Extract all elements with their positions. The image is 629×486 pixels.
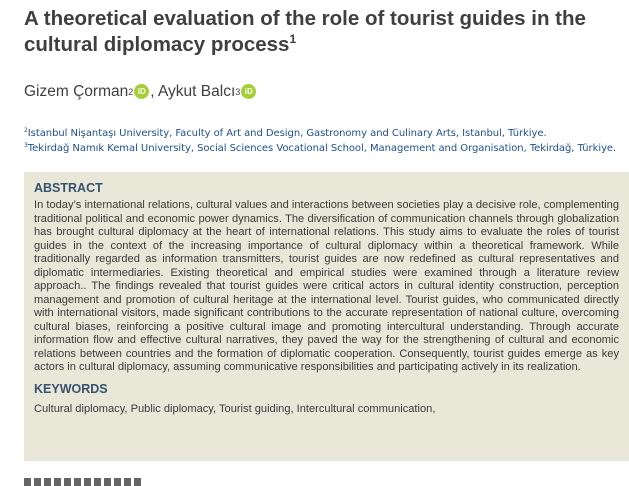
- abstract-text: In today’s international relations, cultural values and interactions between societies play a decisive role, complementing traditional political and economic power dynamics. The diversification of communication channels through globalization has brought cultural diplomacy at the heart of international relations. This study aims to evaluate the roles of tourist guides in the context of the increasing importance of cultural diplomacy within a theoretical framework. While traditionally regarded as information transmitters, tourist guides are now redefined as cultural representatives and diplomatic intermediaries. Existing theoretical and empirical studies were examined through a literature review approach.. The findings revealed that tourist guides were critical actors in cultural identity construction, perception management and promotion of cultural heritage at the international level. Tourist guides, who communicated directly with international visitors, made significant contributions to the accurate representation of national culture, overcoming cultural biases, reinforcing a positive cultural image and promoting intercultural understanding. Through accurate information flow and effective cultural narratives, they paved the way for the strengthening of cultural and economic relations between countries and the formation of diplomatic cooperation. Consequently, tourist guides emerge as key actors in cultural diplomacy, assuming communicative responsibilities and participating actively in its realization.: [34, 199, 619, 373]
- orcid-icon[interactable]: iD: [241, 84, 256, 99]
- affiliation-text[interactable]: Istanbul Nişantaşı University, Faculty of Art and Design, Gastronomy and Culinary Arts, Istanbul, Türkiye.: [27, 128, 547, 139]
- next-section-heading-cropped: [24, 474, 144, 486]
- author-separator: ,: [150, 83, 155, 100]
- affiliation-line: [24, 128, 547, 139]
- affiliation-line: [24, 143, 616, 154]
- affiliation-text[interactable]: Tekirdağ Namık Kemal University, Social Sciences Vocational School, Management and Organisation, Tekirdağ, Türkiye.: [27, 143, 617, 154]
- affiliation-marker: 3: [24, 142, 28, 149]
- paper-title-text: A theoretical evaluation of the role of tourist guides in the cultural diplomacy process: [24, 7, 586, 56]
- author-list: Gizem Çorman 2 iD , Aykut Balcı 3 iD: [24, 83, 257, 101]
- abstract-heading: ABSTRACT: [34, 181, 103, 195]
- paper-title: [24, 6, 614, 58]
- orcid-icon[interactable]: iD: [134, 84, 149, 99]
- title-footnote-marker[interactable]: 1: [289, 32, 297, 46]
- keywords-heading: KEYWORDS: [34, 381, 108, 396]
- keywords-text: Cultural diplomacy, Public diplomacy, Tourist guiding, Intercultural communication,: [34, 402, 436, 415]
- abstract-box: [24, 172, 629, 461]
- cropped-text-fragment: [24, 478, 144, 486]
- affiliation-marker: 2: [24, 127, 28, 134]
- author-name: Gizem Çorman: [24, 83, 129, 100]
- author-name: Aykut Balcı: [154, 83, 236, 100]
